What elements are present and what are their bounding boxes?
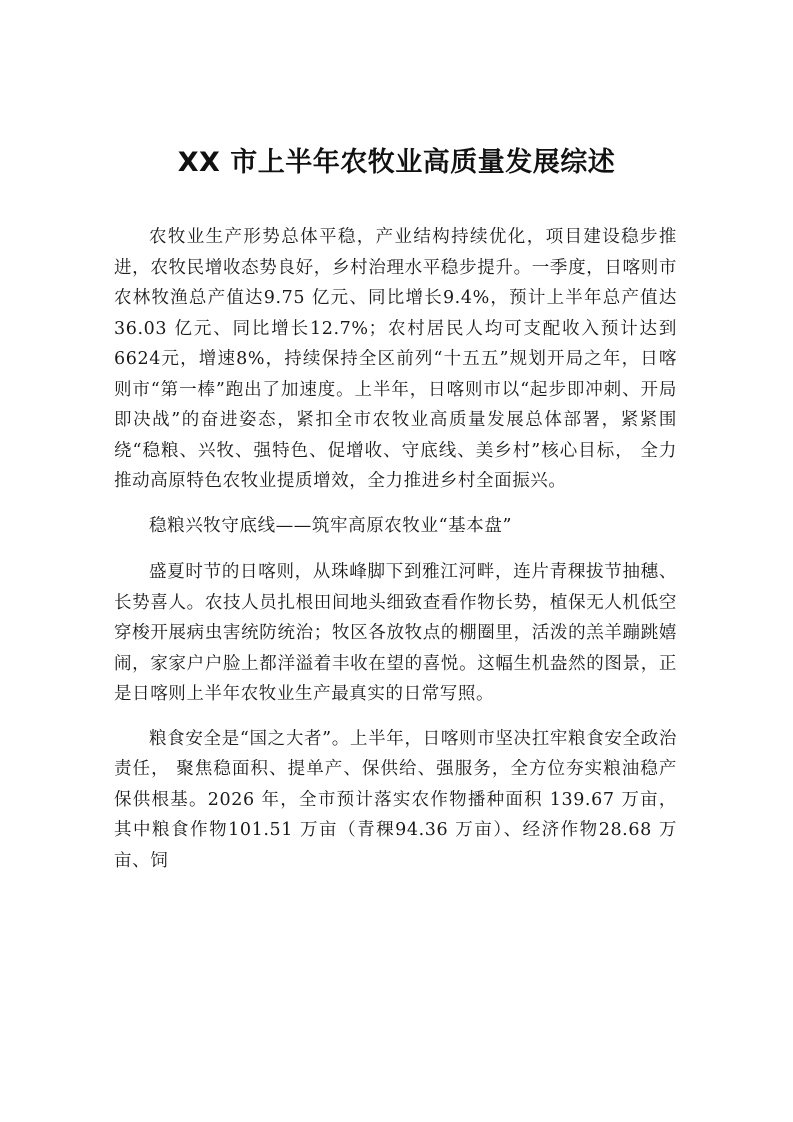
body-paragraph: 粮食安全是“国之大者”。上半年，日喀则市坚决扛牢粮食安全政治责任， 聚焦稳面积、提单产、保供给、强服务，全方位夯实粮油稳产保供根基。2026 年，全市预计落实农作物播种面积 139.67 万亩，其中粮食作物101.51 万亩（青稞94.36 万亩）、经济作物28.68 万亩、饲 [114,728,677,871]
section-heading: 稳粮兴牧守底线——筑牢高原农牧业“基本盘” [149,515,512,536]
document-title: XX 市上半年农牧业高质量发展综述 [177,147,616,178]
intro-paragraph: 农牧业生产形势总体平稳，产业结构持续优化，项目建设稳步推进，农牧民增收态势良好，乡村治理水平稳步提升。一季度，日喀则市农林牧渔总产值达9.75 亿元、同比增长9.4%，预计上半年总产值达36.03 亿元、同比增长12.7%；农村居民人均可支配收入预计达到6624元，增速8%，持续保持全区前列“十五五”规划开局之年，日喀则市“第一棒”跑出了加速度。上半年，日喀则市以“起步即冲刺、开局即决战”的奋进姿态，紧扣全市农牧业高质量发展总体部署，紧紧围绕“稳粮、兴牧、强特色、促增收、守底线、美乡村”核心目标， 全力推动高原特色农牧业提质增效，全力推进乡村全面振兴。 [114,227,677,491]
document-body [114,222,677,890]
body-paragraph: 盛夏时节的日喀则，从珠峰脚下到雅江河畔，连片青稞拔节抽穗、长势喜人。农技人员扎根田间地头细致查看作物长势，植保无人机低空穿梭开展病虫害统防统治；牧区各放牧点的棚圈里，活泼的羔羊蹦跳嬉闹，家家户户脸上都洋溢着丰收在望的喜悦。这幅生机盎然的图景，正是日喀则上半年农牧业生产最真实的日常写照。 [114,562,677,704]
